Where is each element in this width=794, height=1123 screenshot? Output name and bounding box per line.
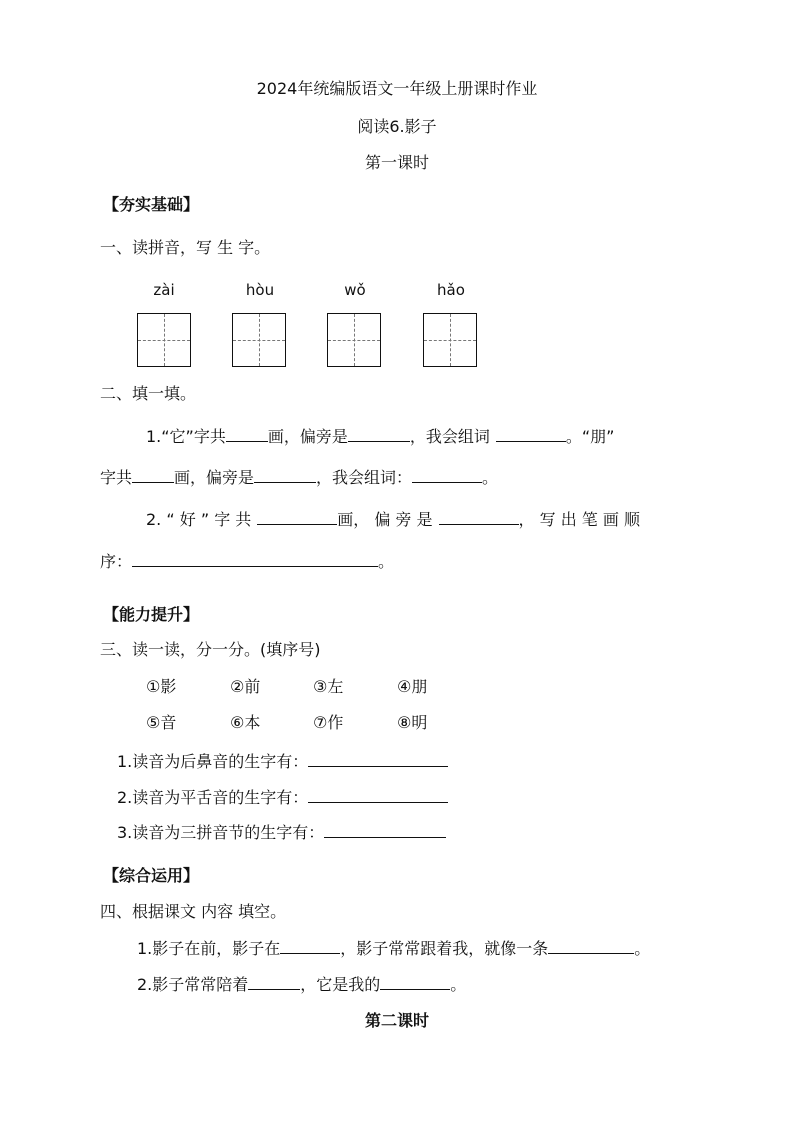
q3-line2-text: 2.读音为平舌音的生字有： xyxy=(117,788,309,807)
q2-item1-blank-word[interactable] xyxy=(496,426,566,442)
char-option-4: ④朋 xyxy=(397,677,428,696)
question-3-line-3 xyxy=(117,822,446,843)
question-2-item-1 xyxy=(146,426,614,447)
question-3-line-2 xyxy=(117,787,448,808)
q2-item2b-blank-order[interactable] xyxy=(132,551,378,567)
q3-line3-blank[interactable] xyxy=(324,822,446,838)
question-4-prompt: 四、根据课文 内容 填空。 xyxy=(100,902,287,921)
q2-item1b-blank-radical[interactable] xyxy=(254,467,316,483)
char-option-5: ⑤音 xyxy=(146,713,177,732)
q2-item1b-text-a: 字共 xyxy=(100,468,133,487)
q4-line2-blank-2[interactable] xyxy=(380,974,450,990)
q2-item2-text-c: ， 写 出 笔 画 顺 xyxy=(518,510,640,529)
q2-item2b-text-b: 。 xyxy=(378,552,395,571)
question-2-item-2-cont xyxy=(100,551,394,572)
question-2-prompt: 二、填一填。 xyxy=(100,384,197,403)
q2-item1b-text-b: 画，偏旁是 xyxy=(174,468,255,487)
writing-grid-2[interactable] xyxy=(232,313,286,367)
char-option-1: ①影 xyxy=(146,677,177,696)
section-heading-apply: 【综合运用】 xyxy=(103,866,200,885)
q4-line1-text-b: ，影子常常跟着我，就像一条 xyxy=(340,939,549,958)
q2-item2-text-b: 画， 偏 旁 是 xyxy=(337,510,433,529)
q4-line1-text-c: 。 xyxy=(634,939,651,958)
q3-line3-text: 3.读音为三拼音节的生字有： xyxy=(117,823,325,842)
q3-line2-blank[interactable] xyxy=(308,787,448,803)
section-heading-ability: 【能力提升】 xyxy=(103,605,200,624)
q2-item1-blank-radical[interactable] xyxy=(348,426,410,442)
question-4-line-2 xyxy=(137,974,466,995)
question-2-item-2 xyxy=(146,509,640,530)
writing-grid-3[interactable] xyxy=(327,313,381,367)
pinyin-4: hǎo xyxy=(437,281,465,299)
q2-item1-text-d: 。“朋” xyxy=(565,427,615,446)
q2-item1-text-c: ，我会组词 xyxy=(409,427,490,446)
q2-item1-text-b: 画，偏旁是 xyxy=(267,427,348,446)
pinyin-1: zài xyxy=(153,281,175,299)
writing-grid-4[interactable] xyxy=(423,313,477,367)
q4-line2-text-c: 。 xyxy=(450,975,467,994)
q2-item2-blank-radical[interactable] xyxy=(439,509,519,525)
lesson-title: 阅读6.影子 xyxy=(357,117,437,136)
q4-line1-text-a: 1.影子在前，影子在 xyxy=(137,939,281,958)
section-heading-basics: 【夯实基础】 xyxy=(103,195,200,214)
q4-line2-text-a: 2.影子常常陪着 xyxy=(137,975,249,994)
question-2-item-1-cont xyxy=(100,467,498,488)
char-option-8: ⑧明 xyxy=(397,713,428,732)
q2-item1b-blank-strokes[interactable] xyxy=(132,467,174,483)
q2-item1b-text-d: 。 xyxy=(482,468,499,487)
q4-line1-blank-2[interactable] xyxy=(548,938,634,954)
char-option-2: ②前 xyxy=(230,677,261,696)
q2-item1b-text-c: ，我会组词： xyxy=(316,468,413,487)
char-option-3: ③左 xyxy=(313,677,344,696)
question-4-line-1 xyxy=(137,938,650,959)
period-title-1: 第一课时 xyxy=(364,153,429,172)
question-3-line-1 xyxy=(117,751,448,772)
q3-line1-blank[interactable] xyxy=(308,751,448,767)
q2-item1b-blank-word[interactable] xyxy=(412,467,482,483)
pinyin-3: wǒ xyxy=(344,281,366,299)
q2-item1-text-a: 1.“它”字共 xyxy=(146,427,226,446)
char-option-6: ⑥本 xyxy=(230,713,261,732)
period-title-2: 第二课时 xyxy=(364,1011,429,1030)
q3-line1-text: 1.读音为后鼻音的生字有： xyxy=(117,752,309,771)
q4-line2-text-b: ，它是我的 xyxy=(300,975,381,994)
document-title: 2024年统编版语文一年级上册课时作业 xyxy=(256,79,538,98)
q4-line2-blank-1[interactable] xyxy=(248,974,300,990)
q4-line1-blank-1[interactable] xyxy=(280,938,340,954)
q2-item2-blank-strokes[interactable] xyxy=(257,509,337,525)
char-option-7: ⑦作 xyxy=(313,713,344,732)
question-3-prompt: 三、读一读，分一分。(填序号) xyxy=(100,640,321,659)
pinyin-2: hòu xyxy=(245,281,275,299)
q2-item2-text-a: 2. “ 好 ” 字 共 xyxy=(146,510,252,529)
q2-item1-blank-strokes[interactable] xyxy=(226,426,268,442)
q2-item2b-text-a: 序： xyxy=(100,552,133,571)
writing-grid-1[interactable] xyxy=(137,313,191,367)
question-1-prompt: 一、读拼音，写 生 字。 xyxy=(100,238,271,257)
